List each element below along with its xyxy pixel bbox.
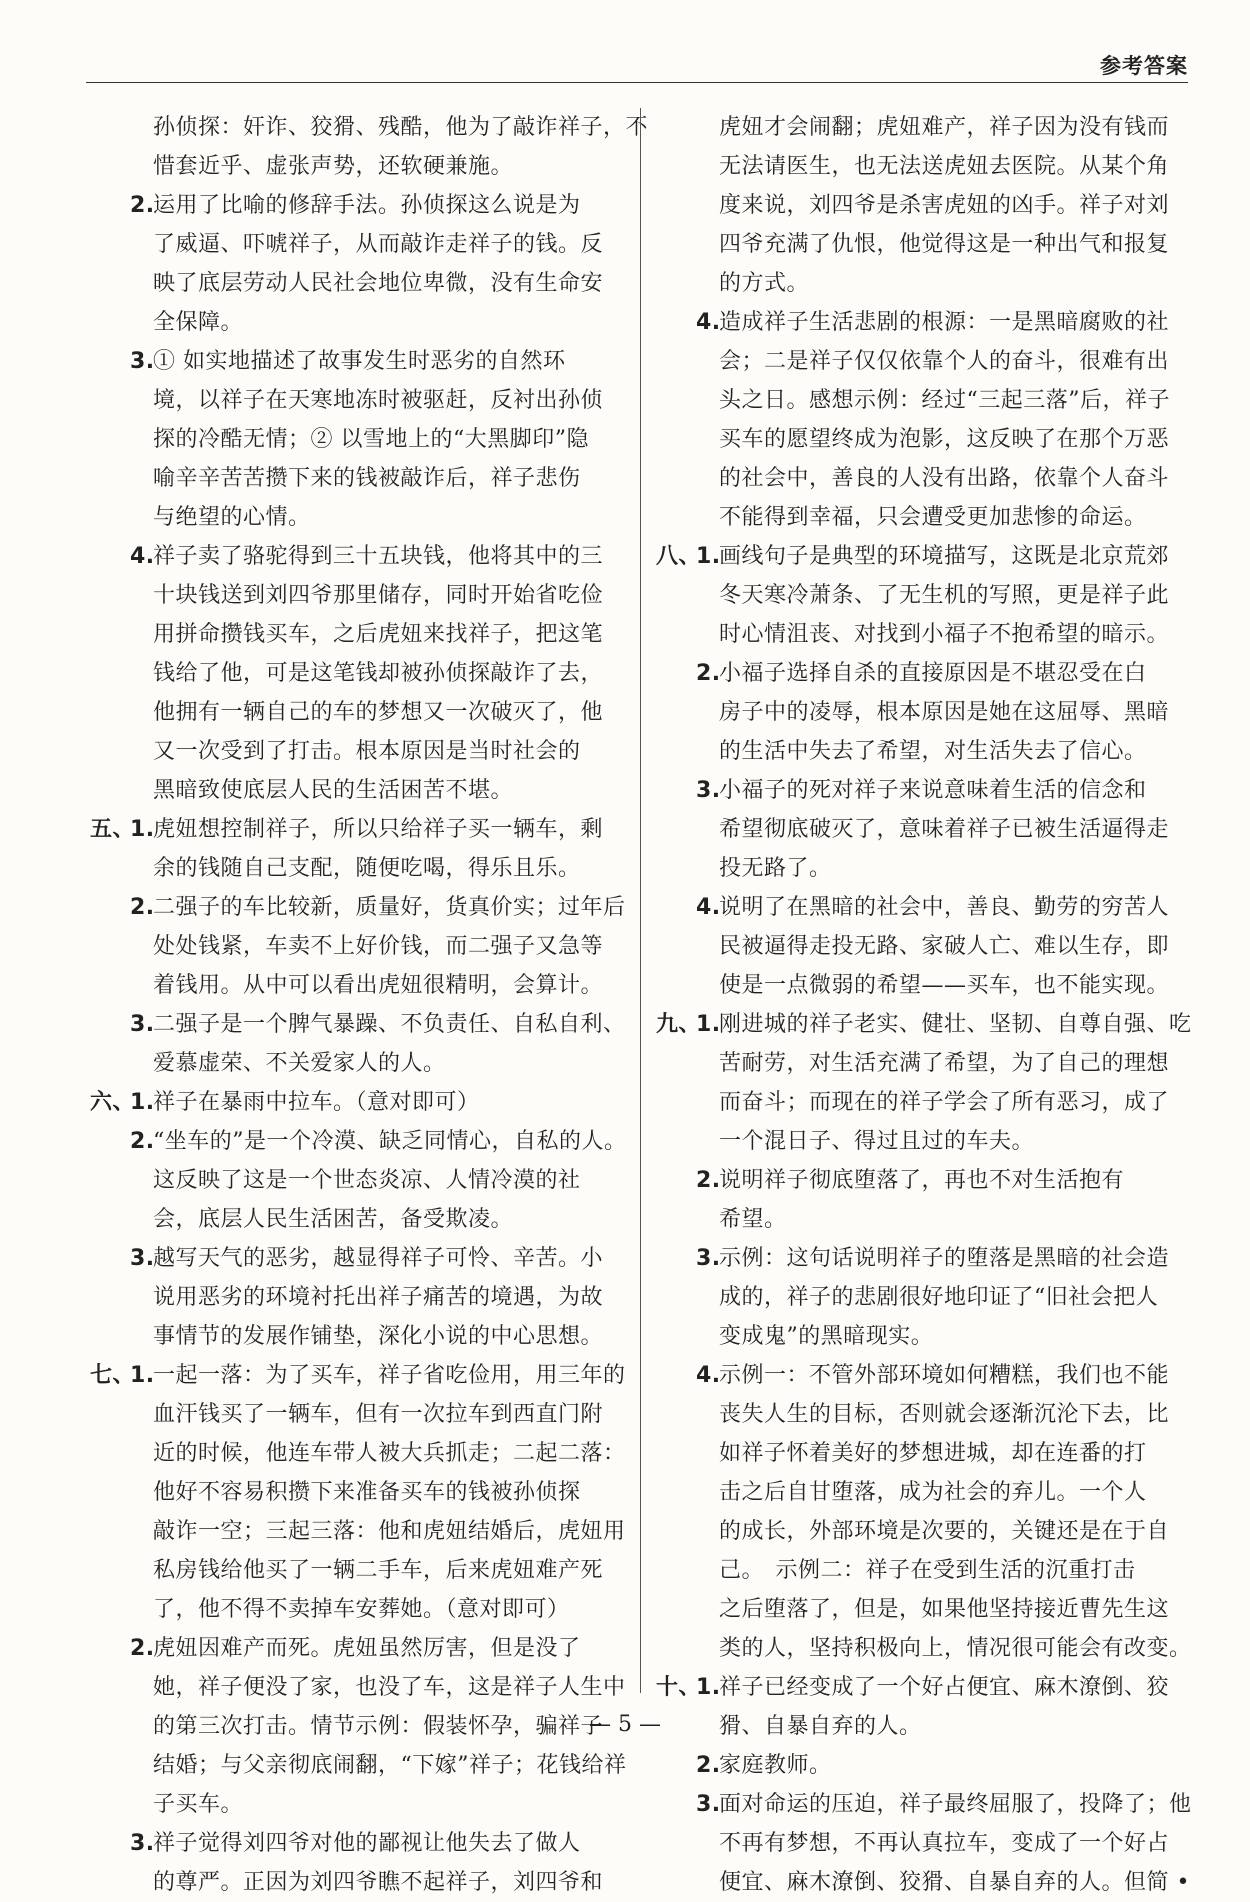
answer-line (90, 771, 622, 810)
section-number: 八、 (656, 544, 702, 569)
answer-text: 说明了在黑暗的社会中，善良、勤劳的穷苦人 (719, 895, 1170, 920)
answer-text: 敲诈一空；三起三落：他和虎妞结婚后，虎妞用 (153, 1519, 626, 1544)
answer-line (656, 147, 1188, 186)
answer-text: 不再有梦想，不再认真拉车，变成了一个好占 (719, 1831, 1170, 1856)
answer-text: ① 如实地描述了故事发生时恶劣的自然环 (153, 349, 566, 374)
answer-text: 的成长，外部环境是次要的，关键还是在于自 (719, 1519, 1170, 1544)
answer-text: 虎妞因难产而死。虎妞虽然厉害，但是没了 (153, 1636, 581, 1661)
answer-text: 猾、自暴自弃的人。 (719, 1714, 922, 1739)
question-number: 2. (130, 1129, 155, 1154)
answer-line (656, 849, 1188, 888)
answer-line (90, 420, 622, 459)
question-number: 1. (130, 817, 155, 842)
answer-text: 又一次受到了打击。根本原因是当时社会的 (153, 739, 581, 764)
answer-text: 造成祥子生活悲剧的根源：一是黑暗腐败的社 (719, 310, 1170, 335)
answer-line (656, 1239, 1188, 1278)
question-number: 2. (696, 1753, 721, 1778)
question-number: 3. (130, 1012, 155, 1037)
answer-text: 之后堕落了，但是，如果他坚持接近曹先生这 (719, 1597, 1170, 1622)
answer-line (90, 1473, 622, 1512)
answer-line (656, 927, 1188, 966)
answer-line (656, 615, 1188, 654)
section-number: 六、 (90, 1090, 136, 1115)
answer-text: 黑暗致使底层人民的生活困苦不堪。 (153, 778, 514, 803)
answer-line (656, 459, 1188, 498)
answer-text: 小福子选择自杀的直接原因是不堪忍受在白 (719, 661, 1147, 686)
answer-line (656, 342, 1188, 381)
answer-text: 祥子在暴雨中拉车。（意对即可） (153, 1090, 480, 1115)
question-number: 1. (696, 544, 721, 569)
answer-line (656, 1824, 1188, 1863)
question-number: 4. (696, 310, 721, 335)
answer-line (90, 186, 622, 225)
answer-text: 近的时候，他连车带人被大兵抓走；二起二落： (153, 1441, 626, 1466)
answer-line (90, 1395, 622, 1434)
question-number: 3. (696, 1792, 721, 1817)
answer-text: 爱慕虚荣、不关爱家人的人。 (153, 1051, 446, 1076)
answer-line (656, 225, 1188, 264)
answer-text: 她，祥子便没了家，也没了车，这是祥子人生中 (153, 1675, 626, 1700)
answer-line (656, 1863, 1188, 1902)
answer-text: 示例：这句话说明祥子的堕落是黑暗的社会造 (719, 1246, 1170, 1271)
answer-line (656, 303, 1188, 342)
answer-text: 的社会中，善良的人没有出路，依靠个人奋斗 (719, 466, 1170, 491)
answer-text: 买车的愿望终成为泡影，这反映了在那个万恶 (719, 427, 1170, 452)
answer-text: 类的人，坚持积极向上，情况很可能会有改变。 (719, 1636, 1192, 1661)
answer-text: 苦耐劳，对生活充满了希望，为了自己的理想 (719, 1051, 1170, 1076)
answer-text: 二强子是一个脾气暴躁、不负责任、自私自利、 (153, 1012, 626, 1037)
answer-line (90, 1239, 622, 1278)
answer-text: 十块钱送到刘四爷那里储存，同时开始省吃俭 (153, 583, 604, 608)
answer-text: 成的，祥子的悲剧很好地印证了“旧社会把人 (719, 1285, 1159, 1310)
right-column (656, 108, 1192, 1902)
answer-line (90, 1863, 622, 1902)
answer-text: 处处钱紧，车卖不上好价钱，而二强子又急等 (153, 934, 604, 959)
answer-line (90, 1005, 626, 1044)
answer-text: 便宜、麻木潦倒、狡猾、自暴自弃的人。但简 • (719, 1870, 1190, 1895)
answer-line (90, 888, 626, 927)
section-number: 五、 (90, 817, 136, 842)
answer-line (90, 459, 622, 498)
answer-text: 头之日。感想示例：经过“三起三落”后，祥子 (719, 388, 1170, 413)
answer-line (90, 576, 622, 615)
answer-text: 无法请医生，也无法送虎妞去医院。从某个角 (719, 154, 1170, 179)
answer-text: 血汗钱买了一辆车，但有一次拉车到西直门附 (153, 1402, 604, 1427)
answer-text: 丧失人生的目标，否则就会逐渐沉沦下去，比 (719, 1402, 1170, 1427)
answer-line (656, 966, 1188, 1005)
answer-line (656, 186, 1188, 225)
answer-line (656, 654, 1188, 693)
question-number: 2. (130, 1636, 155, 1661)
answer-text: 私房钱给他买了一辆二手车，后来虎妞难产死 (153, 1558, 604, 1583)
answer-line (90, 927, 622, 966)
answer-text: 不能得到幸福，只会遭受更加悲惨的命运。 (719, 505, 1147, 530)
answer-text: 虎妞想控制祥子，所以只给祥子买一辆车，剩 (153, 817, 604, 842)
answer-line (656, 1590, 1188, 1629)
answer-text: 民被逼得走投无路、家破人亡、难以生存，即 (719, 934, 1170, 959)
answer-text: 他好不容易积攒下来准备买车的钱被孙侦探 (153, 1480, 581, 1505)
answer-text: 房子中的凌辱，根本原因是她在这屈辱、黑暗 (719, 700, 1170, 725)
answer-text: “坐车的”是一个冷漠、缺乏同情心，自私的人。 (153, 1129, 627, 1154)
answer-line (90, 732, 622, 771)
answer-line (656, 381, 1188, 420)
answer-text: 击之后自甘堕落，成为社会的弃儿。一个人 (719, 1480, 1147, 1505)
answer-line (90, 1551, 622, 1590)
answer-line (656, 1083, 1188, 1122)
answer-text: 祥子已经变成了一个好占便宜、麻木潦倒、狡 (719, 1675, 1170, 1700)
answer-line (90, 1083, 622, 1122)
answer-line (656, 1668, 1188, 1707)
answer-text: 会；二是祥子仅仅依靠个人的奋斗，很难有出 (719, 349, 1170, 374)
answer-text: 的尊严。正因为刘四爷瞧不起祥子，刘四爷和 (153, 1870, 604, 1895)
answer-line (656, 1122, 1188, 1161)
answer-text: 示例一：不管外部环境如何糟糕，我们也不能 (719, 1363, 1170, 1388)
answer-line (656, 264, 1188, 303)
answer-text: 使是一点微弱的希望——买车，也不能实现。 (719, 973, 1170, 998)
answer-text: 的方式。 (719, 271, 810, 296)
question-number: 3. (696, 1246, 721, 1271)
answer-text: 这反映了这是一个世态炎凉、人情冷漠的社 (153, 1168, 581, 1193)
question-number: 2. (130, 895, 155, 920)
answer-line (90, 108, 649, 147)
answer-line (656, 771, 1188, 810)
question-number: 2. (130, 193, 155, 218)
answer-text: 余的钱随自己支配，随便吃喝，得乐且乐。 (153, 856, 581, 881)
question-number: 3. (696, 778, 721, 803)
header-rule (86, 82, 1188, 83)
answer-line (90, 342, 622, 381)
answer-text: 四爷充满了仇恨，他觉得这是一种出气和报复 (719, 232, 1170, 257)
answer-line (656, 1629, 1192, 1668)
answer-line (90, 1785, 622, 1824)
answer-text: 刚进城的祥子老实、健壮、坚韧、自尊自强、吃 (719, 1012, 1192, 1037)
answer-line (90, 1122, 627, 1161)
answer-text: 说用恶劣的环境衬托出祥子痛苦的境遇，为故 (153, 1285, 604, 1310)
answer-line (90, 381, 622, 420)
answer-line (656, 108, 1188, 147)
answer-text: 钱给了他，可是这笔钱却被孙侦探敲诈了去， (153, 661, 604, 686)
answer-line (656, 1746, 1188, 1785)
answer-text: 运用了比喻的修辞手法。孙侦探这么说是为 (153, 193, 581, 218)
answer-text: 时心情沮丧、对找到小福子不抱希望的暗示。 (719, 622, 1170, 647)
answer-line (656, 420, 1188, 459)
answer-line (90, 615, 622, 654)
answer-line (656, 1395, 1188, 1434)
answer-text: 变成鬼”的黑暗现实。 (719, 1324, 934, 1349)
answer-line (90, 1317, 622, 1356)
question-number: 1. (130, 1363, 155, 1388)
answer-line (90, 1200, 622, 1239)
answer-text: 一起一落：为了买车，祥子省吃俭用，用三年的 (153, 1363, 626, 1388)
section-number: 九、 (656, 1012, 702, 1037)
left-column (90, 108, 649, 1902)
answer-text: 映了底层劳动人民社会地位卑微，没有生命安 (153, 271, 604, 296)
answer-text: 祥子卖了骆驼得到三十五块钱，他将其中的三 (153, 544, 604, 569)
answer-line (656, 1551, 1188, 1590)
question-number: 1. (696, 1675, 721, 1700)
section-number: 十、 (656, 1675, 702, 1700)
header-title: 参考答案 (1100, 54, 1188, 78)
answer-line (656, 1317, 1188, 1356)
answer-line (90, 1161, 622, 1200)
answer-text: 用拼命攒钱买车，之后虎妞来找祥子，把这笔 (153, 622, 604, 647)
answer-line (656, 888, 1188, 927)
answer-text: 探的冷酷无情；② 以雪地上的“大黑脚印”隐 (153, 427, 589, 452)
answer-text: 他拥有一辆自己的车的梦想又一次破灭了，他 (153, 700, 604, 725)
answer-text: 画线句子是典型的环境描写，这既是北京荒郊 (719, 544, 1170, 569)
answer-line (90, 264, 622, 303)
answer-text: 境，以祥子在天寒地冻时被驱赶，反衬出孙侦 (153, 388, 604, 413)
question-number: 3. (130, 1246, 155, 1271)
answer-line (656, 576, 1188, 615)
answer-line (90, 1512, 626, 1551)
answer-line (90, 1044, 622, 1083)
answer-text: 己。 示例二：祥子在受到生活的沉重打击 (719, 1558, 1136, 1583)
answer-text: 冬天寒冷萧条、了无生机的写照，更是祥子此 (719, 583, 1170, 608)
answer-line (656, 1356, 1188, 1395)
answer-text: 面对命运的压迫，祥子最终屈服了，投降了；他 (719, 1792, 1192, 1817)
answer-text: 而奋斗；而现在的祥子学会了所有恶习，成了 (719, 1090, 1170, 1115)
question-number: 4. (130, 544, 155, 569)
answer-text: 说明祥子彻底堕落了，再也不对生活抱有 (719, 1168, 1125, 1193)
answer-line (90, 1434, 626, 1473)
answer-text: 家庭教师。 (719, 1753, 832, 1778)
question-number: 3. (130, 349, 155, 374)
answer-line (90, 147, 622, 186)
answer-line (90, 966, 622, 1005)
question-number: 2. (696, 1168, 721, 1193)
question-number: 4. (696, 895, 721, 920)
answer-text: 度来说，刘四爷是杀害虎妞的凶手。祥子对刘 (719, 193, 1170, 218)
column-divider (640, 108, 641, 1693)
answer-text: 着钱用。从中可以看出虎妞很精明，会算计。 (153, 973, 604, 998)
answer-text: 会，底层人民生活困苦，备受欺凌。 (153, 1207, 514, 1232)
answer-line (656, 1005, 1192, 1044)
answer-text: 的第三次打击。情节示例：假装怀孕，骗祥子 (153, 1714, 604, 1739)
answer-line (90, 810, 622, 849)
answer-line (90, 1746, 627, 1785)
answer-line (90, 1629, 622, 1668)
answer-text: 一个混日子、得过且过的车夫。 (719, 1129, 1035, 1154)
answer-text: 小福子的死对祥子来说意味着生活的信念和 (719, 778, 1147, 803)
answer-text: 投无路了。 (719, 856, 832, 881)
answer-line (90, 1278, 622, 1317)
answer-line (656, 1044, 1188, 1083)
answer-line (656, 498, 1188, 537)
answer-text: 子买车。 (153, 1792, 244, 1817)
answer-line (90, 537, 622, 576)
page-number: — 5 — (589, 1712, 661, 1737)
answer-line (90, 849, 622, 888)
answer-text: 越写天气的恶劣，越显得祥子可怜、辛苦。小 (153, 1246, 604, 1271)
answer-text: 与绝望的心情。 (153, 505, 311, 530)
answer-text: 如祥子怀着美好的梦想进城，却在连番的打 (719, 1441, 1147, 1466)
answer-text: 孙侦探：奸诈、狡猾、残酷，他为了敲诈祥子，不 (153, 115, 649, 140)
answer-line (90, 1824, 622, 1863)
answer-text: 惜套近乎、虚张声势，还软硬兼施。 (153, 154, 514, 179)
answer-line (656, 1434, 1188, 1473)
answer-line (656, 1161, 1188, 1200)
question-number: 1. (130, 1090, 155, 1115)
answer-text: 全保障。 (153, 310, 244, 335)
answer-text: 结婚；与父亲彻底闹翻，“下嫁”祥子；花钱给祥 (153, 1753, 627, 1778)
section-number: 七、 (90, 1363, 136, 1388)
answer-line (656, 810, 1188, 849)
answer-line (656, 1278, 1188, 1317)
question-number: 3. (130, 1831, 155, 1856)
answer-line (656, 693, 1188, 732)
answer-text: 了，他不得不卖掉车安葬她。（意对即可） (153, 1597, 570, 1622)
answer-text: 希望彻底破灭了，意味着祥子已被生活逼得走 (719, 817, 1170, 842)
question-number: 4. (696, 1363, 721, 1388)
answer-line (90, 1668, 626, 1707)
answer-line (656, 1200, 1188, 1239)
answer-line (656, 1512, 1188, 1551)
answer-text: 希望。 (719, 1207, 787, 1232)
answer-line (90, 498, 622, 537)
answer-text: 虎妞才会闹翻；虎妞难产，祥子因为没有钱而 (719, 115, 1170, 140)
answer-line (90, 693, 622, 732)
question-number: 2. (696, 661, 721, 686)
answer-text: 二强子的车比较新，质量好，货真价实；过年后 (153, 895, 626, 920)
answer-line (656, 1473, 1188, 1512)
answer-line (656, 537, 1188, 576)
answer-line (90, 225, 622, 264)
answer-line (656, 1785, 1192, 1824)
answer-text: 祥子觉得刘四爷对他的鄙视让他失去了做人 (153, 1831, 581, 1856)
answer-line (90, 1356, 626, 1395)
answer-text: 了威逼、吓唬祥子，从而敲诈走祥子的钱。反 (153, 232, 604, 257)
answer-text: 喻辛辛苦苦攒下来的钱被敲诈后，祥子悲伤 (153, 466, 581, 491)
answer-text: 的生活中失去了希望，对生活失去了信心。 (719, 739, 1147, 764)
answer-line (90, 303, 622, 342)
answer-text: 事情节的发展作铺垫，深化小说的中心思想。 (153, 1324, 604, 1349)
answer-line (656, 732, 1188, 771)
answer-line (90, 1590, 622, 1629)
question-number: 1. (696, 1012, 721, 1037)
answer-line (90, 654, 622, 693)
